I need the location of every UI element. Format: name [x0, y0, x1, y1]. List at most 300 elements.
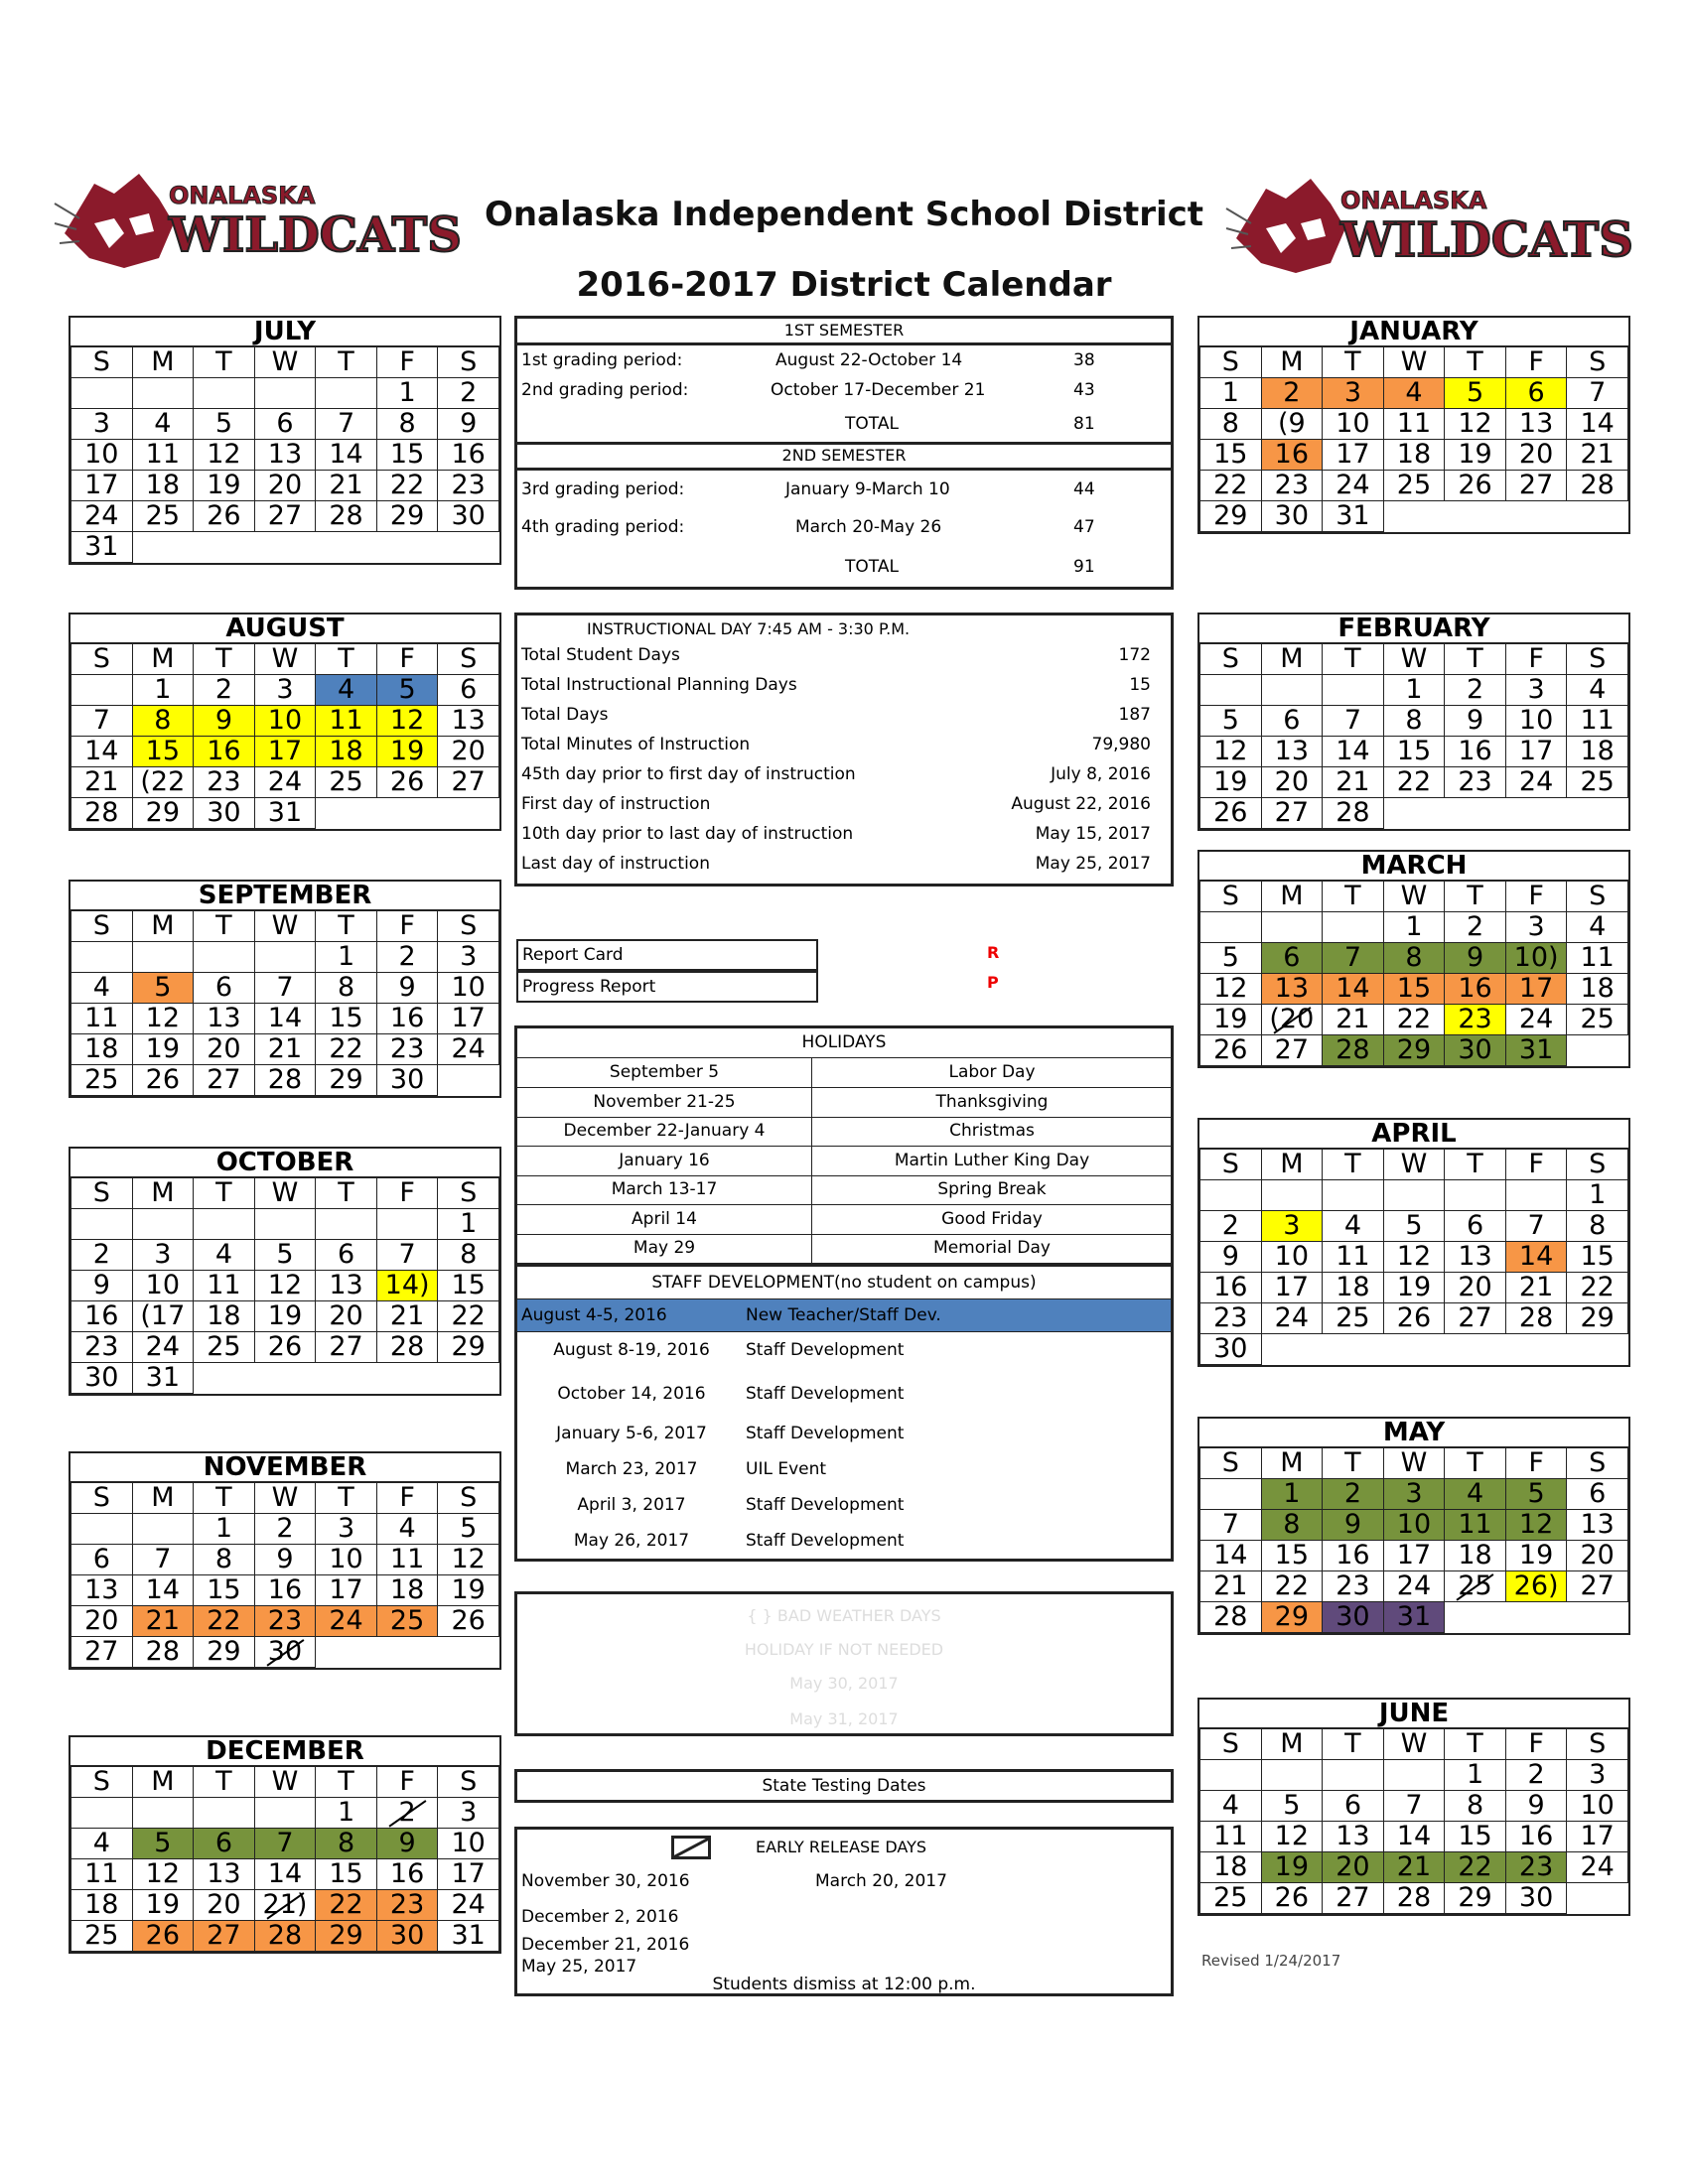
empty-day	[316, 532, 377, 563]
calendar-day: 13	[194, 1859, 255, 1890]
calendar-day: 14	[316, 440, 377, 471]
calendar-day: 25	[71, 1065, 133, 1096]
calendar-day: 23	[254, 1606, 316, 1637]
calendar-day: 3	[1567, 1760, 1628, 1791]
logo-main-text: WILDCATS	[1340, 212, 1633, 268]
empty-day	[438, 1065, 499, 1096]
weekday-header: S	[71, 347, 133, 378]
calendar-day: 2	[254, 1514, 316, 1545]
weekday-header: S	[71, 911, 133, 942]
calendar-day: 31	[71, 532, 133, 563]
calendar-day: 28	[1323, 798, 1384, 829]
calendar-day: 3	[438, 942, 499, 973]
empty-day	[71, 378, 133, 409]
weekday-header: S	[1567, 1729, 1628, 1760]
calendar-day: 26	[1261, 1883, 1323, 1914]
calendar-day: 23	[1445, 1005, 1506, 1035]
calendar-day: 4	[1383, 378, 1445, 409]
calendar-day: 21	[316, 471, 377, 501]
calendar-day: 6	[1261, 706, 1323, 737]
holiday-name: Good Friday	[941, 1208, 1043, 1229]
empty-day	[1505, 1180, 1567, 1211]
empty-day	[132, 1798, 194, 1829]
weekday-header: T	[316, 644, 377, 675]
calendar-day: 7	[132, 1545, 194, 1575]
calendar-day: 16	[1445, 974, 1506, 1005]
calendar-day: 18	[1200, 1852, 1262, 1883]
calendar-day: 18	[194, 1301, 255, 1332]
calendar-day: 30	[254, 1637, 316, 1668]
empty-day	[254, 1798, 316, 1829]
calendar-day: 31	[132, 1363, 194, 1394]
weekday-header: S	[1200, 882, 1262, 912]
calendar-day: 8	[376, 409, 438, 440]
calendar-day: 21	[1505, 1273, 1567, 1303]
weekday-header: F	[376, 1178, 438, 1209]
early-release-title: EARLY RELEASE DAYS	[756, 1838, 927, 1856]
weekday-header: W	[254, 1178, 316, 1209]
calendar-day: 29	[316, 1065, 377, 1096]
calendar-day: 23	[194, 767, 255, 798]
calendar-day: 27	[1445, 1303, 1506, 1334]
calendar-day: 29	[316, 1921, 377, 1952]
weekday-header: T	[1323, 1729, 1384, 1760]
calendar-day: 14	[1567, 409, 1628, 440]
calendar-day: 3	[438, 1798, 499, 1829]
empty-day	[71, 1798, 133, 1829]
calendar-day: 20	[254, 471, 316, 501]
calendar-day: 24	[438, 1890, 499, 1921]
calendar-day: 12	[194, 440, 255, 471]
empty-day	[1383, 1334, 1445, 1365]
weekday-header: T	[194, 644, 255, 675]
calendar-day: 28	[71, 798, 133, 829]
calendar-day: 29	[438, 1332, 499, 1363]
calendar-day: 7	[1323, 706, 1384, 737]
calendar-day: 7	[254, 973, 316, 1004]
calendar-day: 16	[1200, 1273, 1262, 1303]
month-february	[1197, 613, 1630, 831]
calendar-day: 4	[1200, 1791, 1262, 1822]
calendar-day: 5	[1383, 1211, 1445, 1242]
calendar-day: 28	[254, 1921, 316, 1952]
calendar-day: 24	[1505, 1005, 1567, 1035]
calendar-day: 20	[194, 1034, 255, 1065]
calendar-day: 25	[194, 1332, 255, 1363]
logo-top-text: ONALASKA	[1340, 187, 1487, 214]
calendar-day: 29	[376, 501, 438, 532]
calendar-day: 23	[1261, 471, 1323, 501]
holiday-row	[517, 1234, 1171, 1264]
calendar-day: 19	[376, 737, 438, 767]
calendar-day: 23	[1200, 1303, 1262, 1334]
calendar-day: 16	[376, 1004, 438, 1034]
empty-day	[1383, 1180, 1445, 1211]
empty-day	[1567, 501, 1628, 532]
calendar-day: 28	[254, 1065, 316, 1096]
calendar-day: 15	[1445, 1822, 1506, 1852]
calendar-day: 2	[194, 675, 255, 706]
month-october	[69, 1147, 501, 1396]
district-title: Onalaska Independent School District	[484, 195, 1204, 234]
empty-day	[1261, 1760, 1323, 1791]
calendar-day: 14	[1323, 974, 1384, 1005]
calendar-day: 16	[1261, 440, 1323, 471]
calendar-day: 9	[71, 1271, 133, 1301]
calendar-day: 24	[1505, 767, 1567, 798]
calendar-day: 1	[132, 675, 194, 706]
weekday-header: F	[376, 1483, 438, 1514]
empty-day	[194, 532, 255, 563]
calendar-day: 9	[376, 1829, 438, 1859]
instruction-label: Total Instructional Planning Days	[521, 675, 797, 695]
calendar-day: 10	[71, 440, 133, 471]
calendar-day: 12	[1383, 1242, 1445, 1273]
calendar-day: 19	[1383, 1273, 1445, 1303]
calendar-day: 11	[71, 1859, 133, 1890]
calendar-day: 28	[316, 501, 377, 532]
weekday-header: W	[1383, 1150, 1445, 1180]
calendar-day: 4	[376, 1514, 438, 1545]
empty-day	[1445, 501, 1506, 532]
empty-day	[1200, 912, 1262, 943]
weekday-header: S	[1200, 1150, 1262, 1180]
calendar-day: 6	[1567, 1479, 1628, 1510]
weather-subtitle: HOLIDAY IF NOT NEEDED	[744, 1640, 944, 1659]
holiday-date: December 22-January 4	[517, 1117, 812, 1146]
weekday-header: S	[1200, 347, 1262, 378]
early-release-panel	[514, 1827, 1174, 1996]
calendar-day: 16	[376, 1859, 438, 1890]
calendar-day: 26	[1200, 798, 1262, 829]
empty-day	[438, 532, 499, 563]
calendar-day: 19	[132, 1890, 194, 1921]
instruction-label: 45th day prior to first day of instruction	[521, 764, 856, 784]
calendar-day: 15	[438, 1271, 499, 1301]
calendar-day: 30	[1200, 1334, 1262, 1365]
calendar-day: 24	[438, 1034, 499, 1065]
calendar-day: 18	[71, 1034, 133, 1065]
calendar-day: 25	[1200, 1883, 1262, 1914]
instruction-label: Total Days	[521, 705, 609, 725]
month-name: APRIL	[1199, 1120, 1628, 1149]
calendar-day: 1	[316, 1798, 377, 1829]
calendar-day: 17	[1383, 1541, 1445, 1571]
month-september	[69, 880, 501, 1098]
calendar-day: 25	[1567, 1005, 1628, 1035]
weekday-header: S	[1567, 882, 1628, 912]
calendar-day: 26	[132, 1921, 194, 1952]
calendar-day: 22	[1383, 1005, 1445, 1035]
holiday-name: Christmas	[949, 1121, 1035, 1141]
calendar-day: 11	[1323, 1242, 1384, 1273]
calendar-day: 2	[1445, 675, 1506, 706]
calendar-day: 10	[1383, 1510, 1445, 1541]
calendar-day: 30	[376, 1065, 438, 1096]
calendar-day: 20	[438, 737, 499, 767]
calendar-day: 12	[1445, 409, 1506, 440]
calendar-day: (9	[1261, 409, 1323, 440]
calendar-day: 9	[376, 973, 438, 1004]
calendar-day: 18	[1567, 737, 1628, 767]
calendar-day: 4	[1323, 1211, 1384, 1242]
weekday-header: M	[132, 347, 194, 378]
calendar-day: 5	[132, 1829, 194, 1859]
weekday-header: S	[438, 347, 499, 378]
instruction-label: 10th day prior to last day of instruction	[521, 824, 854, 844]
calendar-day: 2	[438, 378, 499, 409]
weekday-header: T	[316, 1767, 377, 1798]
weekday-header: W	[1383, 1448, 1445, 1479]
instruction-value: May 15, 2017	[1035, 824, 1151, 844]
staff-title: STAFF DEVELOPMENT(no student on campus)	[651, 1273, 1037, 1293]
month-name: FEBRUARY	[1199, 614, 1628, 643]
early-date: November 30, 2016	[521, 1871, 690, 1891]
calendar-day: 5	[1505, 1479, 1567, 1510]
empty-day	[1505, 1602, 1567, 1633]
semester-panel: 1ST SEMESTER 1st grading period: August 22-October 14 38 2nd grading period: October 17-December 21 43 TOTAL 81 2ND SEMESTER 3rd grading period: January 9-March 10 44 4th grading period: March 20-May 26 47 TOTAL 91	[514, 316, 1174, 590]
calendar-day: 4	[316, 675, 377, 706]
calendar-day: 18	[316, 737, 377, 767]
calendar-day: 25	[71, 1921, 133, 1952]
calendar-day: 22	[1200, 471, 1262, 501]
calendar-day: 5	[132, 973, 194, 1004]
calendar-day: 22	[438, 1301, 499, 1332]
calendar-day: 19	[194, 471, 255, 501]
holiday-date: April 14	[517, 1205, 812, 1234]
calendar-day: 9	[1200, 1242, 1262, 1273]
calendar-day: 27	[1261, 1035, 1323, 1066]
calendar-day: 14	[71, 737, 133, 767]
calendar-day: 16	[254, 1575, 316, 1606]
holiday-row	[517, 1175, 1171, 1205]
weekday-header: S	[438, 1178, 499, 1209]
calendar-day: 20	[316, 1301, 377, 1332]
calendar-day: 14	[1323, 737, 1384, 767]
weekday-header: S	[71, 1767, 133, 1798]
calendar-day: 3	[254, 675, 316, 706]
calendar-day: 20	[194, 1890, 255, 1921]
weekday-header: W	[1383, 1729, 1445, 1760]
weekday-header: S	[71, 1178, 133, 1209]
calendar-day: 15	[194, 1575, 255, 1606]
instruction-value: May 25, 2017	[1035, 854, 1151, 874]
calendar-day: 7	[71, 706, 133, 737]
empty-day	[438, 798, 499, 829]
empty-day	[132, 532, 194, 563]
staff-date: October 14, 2016	[557, 1384, 706, 1404]
calendar-day: 18	[376, 1575, 438, 1606]
weekday-header: S	[1567, 1150, 1628, 1180]
empty-day	[254, 1363, 316, 1394]
calendar-day: 15	[376, 440, 438, 471]
empty-day	[438, 1637, 499, 1668]
weekday-header: S	[71, 644, 133, 675]
weekday-header: F	[376, 347, 438, 378]
empty-day	[1383, 1760, 1445, 1791]
calendar-day: 10	[254, 706, 316, 737]
calendar-day: 5	[376, 675, 438, 706]
weekday-header: S	[71, 1483, 133, 1514]
holiday-date: January 16	[517, 1147, 812, 1175]
weekday-header: T	[1445, 1448, 1506, 1479]
month-name: OCTOBER	[70, 1149, 499, 1177]
calendar-day: 14	[1200, 1541, 1262, 1571]
calendar-day: 30	[1445, 1035, 1506, 1066]
holiday-name: Memorial Day	[933, 1238, 1051, 1258]
calendar-day: 1	[1445, 1760, 1506, 1791]
staff-label: Staff Development	[746, 1495, 905, 1515]
calendar-day: 29	[1200, 501, 1262, 532]
calendar-day: 27	[316, 1332, 377, 1363]
calendar-day: 10	[132, 1271, 194, 1301]
calendar-day: 21	[1383, 1852, 1445, 1883]
calendar-day: 27	[1505, 471, 1567, 501]
second-semester-title: 2ND SEMESTER	[781, 446, 907, 465]
calendar-day: 23	[376, 1034, 438, 1065]
calendar-day: 24	[132, 1332, 194, 1363]
calendar-day: 10	[1567, 1791, 1628, 1822]
calendar-day: 22	[1261, 1571, 1323, 1602]
calendar-day: 13	[194, 1004, 255, 1034]
calendar-day: 13	[1261, 974, 1323, 1005]
holiday-row	[517, 1205, 1171, 1235]
calendar-day: 25	[1323, 1303, 1384, 1334]
calendar-day: (20	[1261, 1005, 1323, 1035]
calendar-day: 30	[194, 798, 255, 829]
weekday-header: T	[1323, 882, 1384, 912]
holidays-panel	[514, 1025, 1174, 1270]
calendar-day: 29	[1567, 1303, 1628, 1334]
calendar-day: 22	[1445, 1852, 1506, 1883]
calendar-day: 1	[1567, 1180, 1628, 1211]
empty-day	[132, 942, 194, 973]
calendar-day: 23	[1445, 767, 1506, 798]
empty-day	[376, 1363, 438, 1394]
calendar-day: 2	[1261, 378, 1323, 409]
calendar-day: 27	[194, 1921, 255, 1952]
calendar-day: 16	[1505, 1822, 1567, 1852]
month-april	[1197, 1118, 1630, 1367]
logo-main-text: WILDCATS	[169, 207, 462, 263]
calendar-day: 30	[1323, 1602, 1384, 1633]
weekday-header: T	[1445, 882, 1506, 912]
calendar-day: 18	[132, 471, 194, 501]
calendar-day: 10	[438, 1829, 499, 1859]
empty-day	[1261, 1180, 1323, 1211]
calendar-day: 9	[1445, 943, 1506, 974]
calendar-day: 28	[1323, 1035, 1384, 1066]
empty-day	[254, 942, 316, 973]
empty-day	[194, 942, 255, 973]
calendar-day: 1	[376, 378, 438, 409]
empty-day	[1445, 1602, 1506, 1633]
weekday-header: W	[1383, 347, 1445, 378]
calendar-day: 6	[1505, 378, 1567, 409]
empty-day	[1383, 798, 1445, 829]
weekday-header: S	[1200, 1729, 1262, 1760]
empty-day	[1505, 798, 1567, 829]
weekday-header: M	[1261, 347, 1323, 378]
calendar-day: 28	[1567, 471, 1628, 501]
calendar-day: 29	[1445, 1883, 1506, 1914]
weekday-header: T	[194, 911, 255, 942]
empty-day	[1383, 501, 1445, 532]
empty-day	[71, 942, 133, 973]
revised-date: Revised 1/24/2017	[1201, 1952, 1341, 1970]
empty-day	[1567, 1602, 1628, 1633]
calendar-day: 15	[1567, 1242, 1628, 1273]
calendar-day: 18	[1445, 1541, 1506, 1571]
month-august	[69, 613, 501, 831]
calendar-day: 6	[1261, 943, 1323, 974]
holiday-date: March 13-17	[517, 1175, 812, 1204]
calendar-day: 6	[1445, 1211, 1506, 1242]
empty-day	[1261, 675, 1323, 706]
calendar-day: 23	[438, 471, 499, 501]
calendar-day: 18	[1383, 440, 1445, 471]
calendar-day: 29	[1261, 1602, 1323, 1633]
calendar-day: 12	[132, 1004, 194, 1034]
calendar-day: 18	[1323, 1273, 1384, 1303]
calendar-day: 5	[194, 409, 255, 440]
calendar-day: 24	[71, 501, 133, 532]
weekday-header: M	[1261, 1729, 1323, 1760]
empty-day	[1261, 912, 1323, 943]
early-date: March 20, 2017	[815, 1871, 947, 1891]
calendar-day: 5	[1445, 378, 1506, 409]
weather-date: May 30, 2017	[789, 1674, 899, 1693]
calendar-day: 6	[194, 1829, 255, 1859]
empty-day	[194, 378, 255, 409]
calendar-day: 28	[1383, 1883, 1445, 1914]
calendar-day: 23	[71, 1332, 133, 1363]
empty-day	[316, 1637, 377, 1668]
calendar-day: 29	[194, 1637, 255, 1668]
wildcat-head-icon	[1226, 179, 1345, 273]
calendar-day: 26	[1200, 1035, 1262, 1066]
calendar-day: 26)	[1505, 1571, 1567, 1602]
calendar-day: 21	[1323, 1005, 1384, 1035]
calendar-day: 27	[1323, 1883, 1384, 1914]
empty-day	[254, 378, 316, 409]
calendar-day: 7	[376, 1240, 438, 1271]
weekday-header: S	[1200, 644, 1262, 675]
calendar-day: 19	[1200, 767, 1262, 798]
month-december	[69, 1735, 501, 1954]
empty-day	[194, 1363, 255, 1394]
calendar-day: 5	[1261, 1791, 1323, 1822]
calendar-day: 28	[132, 1637, 194, 1668]
weekday-header: W	[254, 911, 316, 942]
calendar-title: 2016-2017 District Calendar	[576, 265, 1112, 305]
calendar-day: 26	[254, 1332, 316, 1363]
calendar-day: 22	[316, 1890, 377, 1921]
instruction-value: 79,980	[1091, 735, 1151, 754]
calendar-day: 9	[1323, 1510, 1384, 1541]
calendar-day: 15	[1261, 1541, 1323, 1571]
calendar-day: 27	[1567, 1571, 1628, 1602]
calendar-day: 21	[376, 1301, 438, 1332]
calendar-day: 11	[1445, 1510, 1506, 1541]
calendar-day: 8	[316, 973, 377, 1004]
calendar-day: 11	[1567, 706, 1628, 737]
weekday-header: W	[254, 347, 316, 378]
calendar-day: 11	[1567, 943, 1628, 974]
bad-weather-panel	[514, 1591, 1174, 1736]
calendar-day: 30	[71, 1363, 133, 1394]
calendar-day: 26	[132, 1065, 194, 1096]
